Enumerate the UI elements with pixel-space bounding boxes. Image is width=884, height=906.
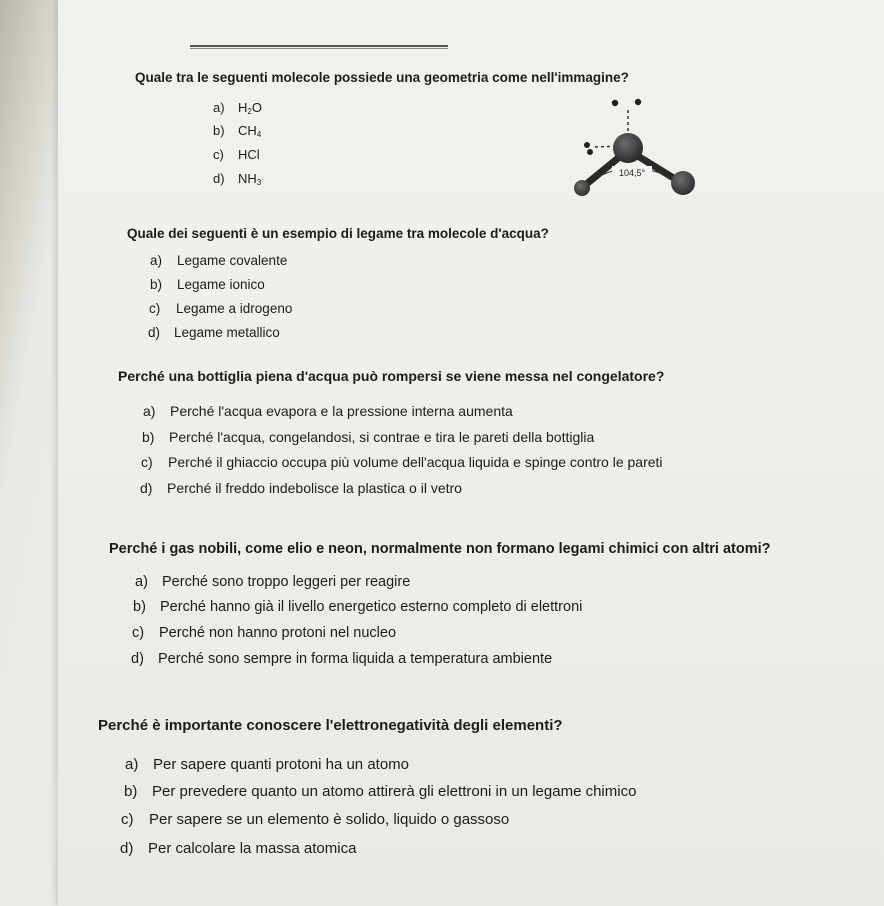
water-molecule-figure [570,90,700,210]
question-3: Perché una bottiglia piena d'acqua può rompersi se viene messa nel congelatore? [118,368,665,384]
lone-pair-electron [584,142,590,148]
question-5: Perché è importante conoscere l'elettronegatività degli elementi? [98,717,563,734]
q1-option-c[interactable]: c) HCl [213,147,260,162]
q3-option-a[interactable]: a) Perché l'acqua evapora e la pressione interna aumenta [143,403,513,419]
question-4: Perché i gas nobili, come elio e neon, normalmente non formano legami chimici con altri atomi? [109,541,771,557]
q1-option-a[interactable]: a) $H_2O$ [213,100,262,116]
q5-option-c[interactable]: c) Per sapere se un elemento è solido, liquido o gassoso [121,811,510,828]
q4-option-b[interactable]: b) Perché hanno già il livello energetico esterno completo di elettroni [133,599,583,615]
q2-option-d[interactable]: d) Legame metallico [148,325,280,340]
question-1: Quale tra le seguenti molecole possiede una geometria come nell'immagine? [135,70,629,85]
q5-option-d[interactable]: d) Per calcolare la massa atomica [120,840,357,857]
q3-option-c[interactable]: c) Perché il ghiaccio occupa più volume dell'acqua liquida e spinge contro le pareti [141,454,663,470]
lone-pair-electron [612,100,618,106]
q5-option-b[interactable]: b) Per prevedere quanto un atomo attirerà gli elettroni in un legame chimico [124,783,637,800]
q2-option-b[interactable]: b) Legame ionico [150,277,265,292]
oxygen-atom [613,133,643,163]
lone-pair-electron [587,149,593,155]
angle-label: 104,5° [618,168,646,178]
header-rule-shadow [190,48,448,49]
q5-option-a[interactable]: a) Per sapere quanti protoni ha un atomo [125,756,410,773]
q1-option-d[interactable]: d) $NH_3$ [213,171,262,187]
q3-option-d[interactable]: d) Perché il freddo indebolisce la plastica o il vetro [140,480,462,496]
lone-pair-electron [635,99,641,105]
hydrogen-atom [671,171,695,195]
header-rule [190,45,448,47]
q2-option-c[interactable]: c) Legame a idrogeno [149,301,293,316]
q4-option-d[interactable]: d) Perché sono sempre in forma liquida a temperatura ambiente [131,651,553,667]
hydrogen-atom [574,180,590,196]
q4-option-c[interactable]: c) Perché non hanno protoni nel nucleo [132,625,397,641]
q2-option-a[interactable]: a) Legame covalente [150,253,288,268]
q1-option-b[interactable]: b) $CH_4$ [213,123,262,139]
q3-option-b[interactable]: b) Perché l'acqua, congelandosi, si contrae e tira le pareti della bottiglia [142,429,595,445]
question-2: Quale dei seguenti è un esempio di legame tra molecole d'acqua? [127,226,549,241]
q4-option-a[interactable]: a) Perché sono troppo leggeri per reagire [135,574,411,590]
